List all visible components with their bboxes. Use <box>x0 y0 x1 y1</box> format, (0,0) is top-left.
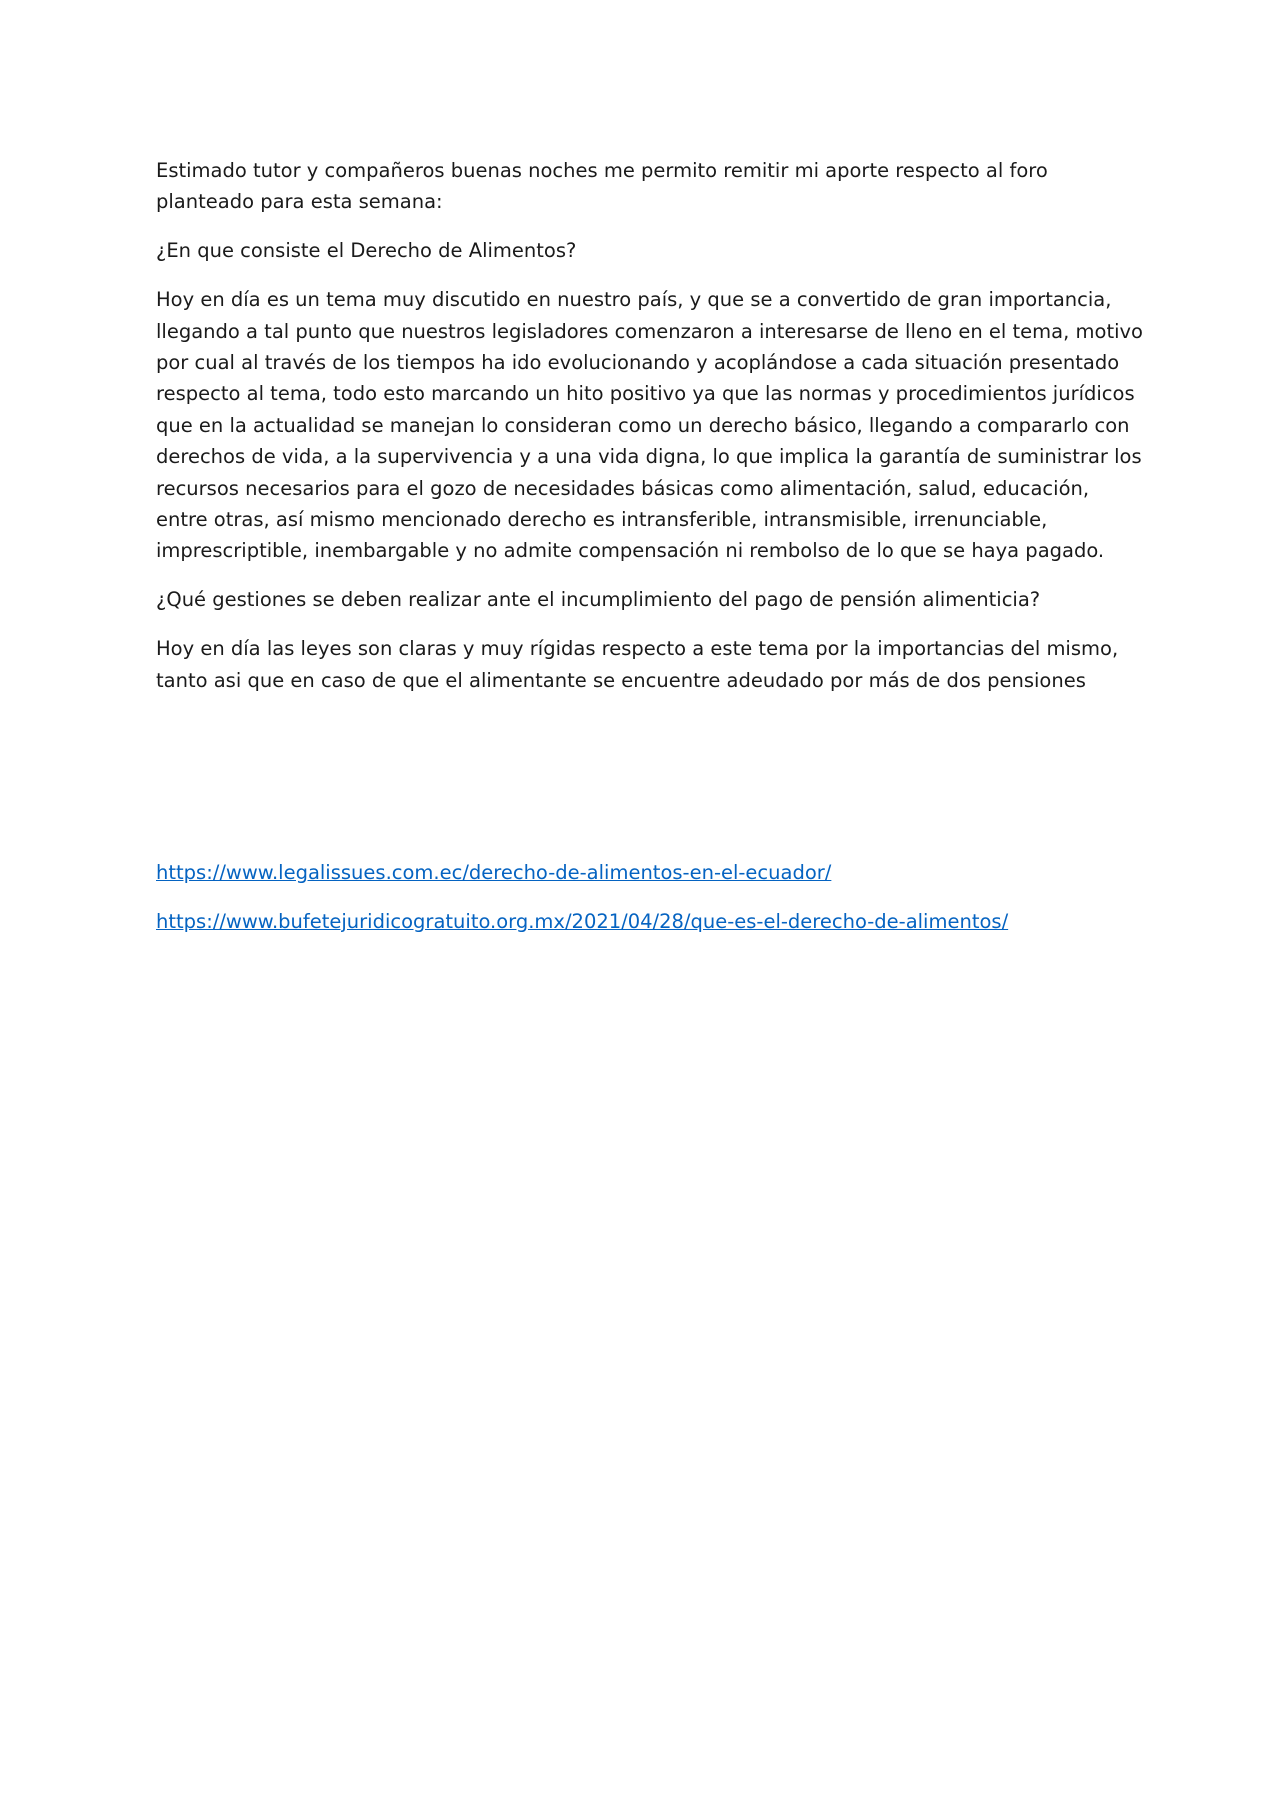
document-body <box>156 155 1146 714</box>
greeting-paragraph: Estimado tutor y compañeros buenas noches me permito remitir mi aporte respecto al foro planteado para esta semana: <box>156 159 1048 214</box>
question-heading-incumplimiento: ¿Qué gestiones se deben realizar ante el incumplimiento del pago de pensión alimenticia? <box>156 588 1041 612</box>
answer-paragraph-incumplimiento: Hoy en día las leyes son claras y muy rígidas respecto a este tema por la importancias del mismo, tanto asi que en caso de que el alimentante se encuentre adeudado por más de dos pensiones <box>156 637 1119 692</box>
references-list <box>156 857 1156 955</box>
answer-paragraph-derecho-alimentos: Hoy en día es un tema muy discutido en nuestro país, y que se a convertido de gran importancia, llegando a tal punto que nuestros legisladores comenzaron a interesarse de lleno en el tema, motivo por cual al través de los tiempos ha ido evolucionando y acoplándose a cada situación presentado respecto al tema, todo esto marcando un hito positivo ya que las normas y procedimientos jurídicos que en la actualidad se manejan lo consideran como un derecho básico, llegando a compararlo con derechos de vida, a la supervivencia y a una vida digna, lo que implica la garantía de suministrar los recursos necesarios para el gozo de necesidades básicas como alimentación, salud, educación, entre otras, así mismo mencionado derecho es intransferible, intransmisible, irrenunciable, imprescriptible, inembargable y no admite compensación ni rembolso de lo que se haya pagado. <box>156 288 1143 563</box>
reference-item <box>156 906 1156 937</box>
question-heading-derecho-alimentos: ¿En que consiste el Derecho de Alimentos? <box>156 239 577 263</box>
reference-link-legalissues[interactable]: https://www.legalissues.com.ec/derecho-de-alimentos-en-el-ecuador/ <box>156 861 832 884</box>
reference-link-bufetejuridico[interactable]: https://www.bufetejuridicogratuito.org.mx/2021/04/28/que-es-el-derecho-de-alimentos/ <box>156 909 1009 933</box>
reference-item <box>156 857 1156 888</box>
